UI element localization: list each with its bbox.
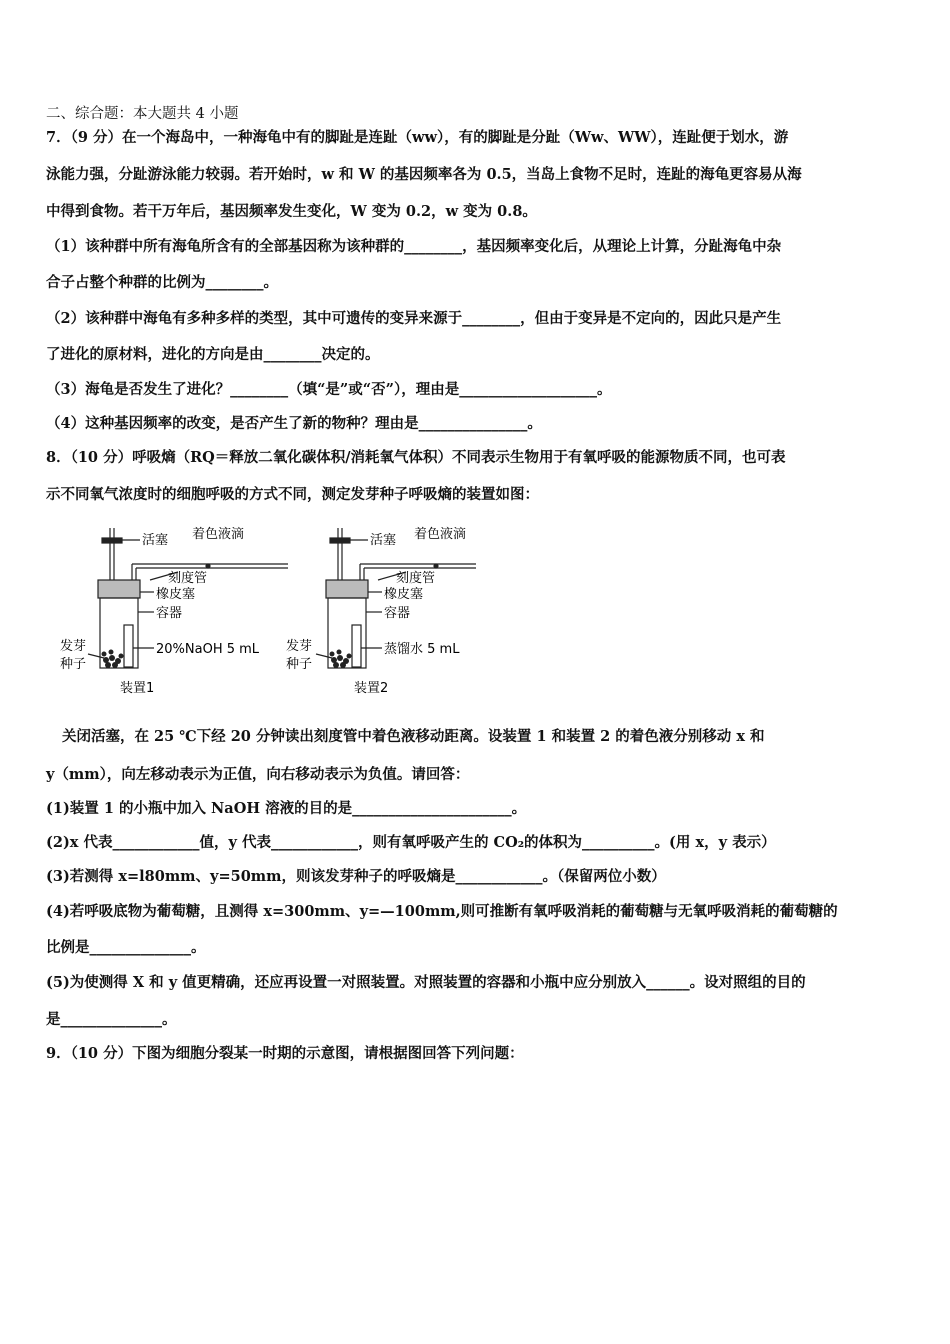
device1-scale-tube-label: 刻度管 — [168, 571, 208, 586]
device1-droplet-label: 着色液滴 — [192, 527, 245, 542]
device1-caption: 装置1 — [120, 681, 155, 696]
device2-seeds-label-2: 种子 — [286, 657, 313, 672]
q8-sub1: (1)装置 1 的小瓶中加入 NaOH 溶液的目的是______________________。 — [46, 800, 527, 817]
q7-part3: （3）海龟是否发生了进化？________（填“是”或“否”），理由是___________________。 — [46, 381, 612, 398]
device1-container-label: 容器 — [156, 606, 183, 621]
device1-solution-label: 20%NaOH 5 mL — [156, 642, 260, 657]
device1-rubber-stopper-label: 橡皮塞 — [156, 587, 196, 602]
q8-line1: 8．（10 分）呼吸熵（RQ＝释放二氧化碳体积/消耗氧气体积）不同表示生物用于有氧呼吸的能源物质不同，也可表 — [46, 449, 786, 466]
q7-line3: 中得到食物。若干万年后，基因频率发生变化，W 变为 0.2，w 变为 0.8。 — [46, 203, 537, 220]
device2-stopcock-label: 活塞 — [370, 533, 397, 548]
device2-caption: 装置2 — [354, 681, 389, 696]
q8-intro-line2: y（mm），向左移动表示为正值，向右移动表示为负值。请回答： — [46, 766, 470, 783]
q7-part1-line1: （1）该种群中所有海龟所含有的全部基因称为该种群的________，基因频率变化后，从理论上计算，分趾海龟中杂 — [46, 238, 782, 255]
q7-part2-line2: 了进化的原材料，进化的方向是由________决定的。 — [46, 346, 380, 363]
q7-line1: 7．（9 分）在一个海岛中，一种海龟中有的脚趾是连趾（ww），有的脚趾是分趾（Ww、WW），连趾便于划水，游 — [46, 129, 789, 146]
device1-stopcock-label: 活塞 — [142, 533, 169, 548]
q8-sub5-line1: (5)为使测得 X 和 y 值更精确，还应再设置一对照装置。对照装置的容器和小瓶中应分别放入______。设对照组的目的 — [46, 974, 806, 991]
q7-line2: 泳能力强，分趾游泳能力较弱。若开始时，w 和 W 的基因频率各为 0.5，当岛上食物不足时，连趾的海龟更容易从海 — [46, 166, 802, 183]
q8-line2: 示不同氧气浓度时的细胞呼吸的方式不同，测定发芽种子呼吸熵的装置如图： — [46, 486, 539, 503]
device1-seeds-label-2: 种子 — [60, 657, 87, 672]
device2-solution-label: 蒸馏水 5 mL — [384, 642, 460, 657]
q8-intro-line1: 关闭活塞，在 25 ℃下经 20 分钟读出刻度管中着色液移动距离。设装置 1 和装置 2 的着色液分别移动 x 和 — [62, 728, 765, 745]
device1-seeds-label-1: 发芽 — [60, 639, 87, 654]
q7-part1-line2: 合子占整个种群的比例为________。 — [46, 274, 278, 291]
q8-sub5-line2: 是______________。 — [46, 1011, 177, 1028]
q8-sub4-line1: (4)若呼吸底物为葡萄糖，且测得 x=300mm、y=—100mm,则可推断有氧呼吸消耗的葡萄糖与无氧呼吸消耗的葡萄糖的 — [46, 903, 838, 920]
q8-sub3: (3)若测得 x=l80mm、y=50mm，则该发芽种子的呼吸熵是____________。（保留两位小数） — [46, 868, 666, 885]
device2-seeds-label-1: 发芽 — [286, 639, 313, 654]
q9-line1: 9．（10 分）下图为细胞分裂某一时期的示意图，请根据图回答下列问题： — [46, 1045, 524, 1062]
q8-sub2: (2)x 代表____________值，y 代表____________，则有氧呼吸产生的 CO₂的体积为__________。(用 x，y 表示） — [46, 834, 776, 851]
q8-sub4-line2: 比例是______________。 — [46, 939, 206, 956]
q7-part2-line1: （2）该种群中海龟有多种多样的类型，其中可遗传的变异来源于________，但由于变异是不定向的，因此只是产生 — [46, 310, 782, 327]
section-heading: 二、综合题：本大题共 4 小题 — [46, 106, 239, 122]
respiration-apparatus-figure — [58, 520, 478, 700]
device2-scale-tube-label: 刻度管 — [396, 571, 436, 586]
device2-container-label: 容器 — [384, 606, 411, 621]
device2-droplet-label: 着色液滴 — [414, 527, 467, 542]
device2-rubber-stopper-label: 橡皮塞 — [384, 587, 424, 602]
q7-part4: （4）这种基因频率的改变，是否产生了新的物种？理由是_______________。 — [46, 415, 542, 432]
